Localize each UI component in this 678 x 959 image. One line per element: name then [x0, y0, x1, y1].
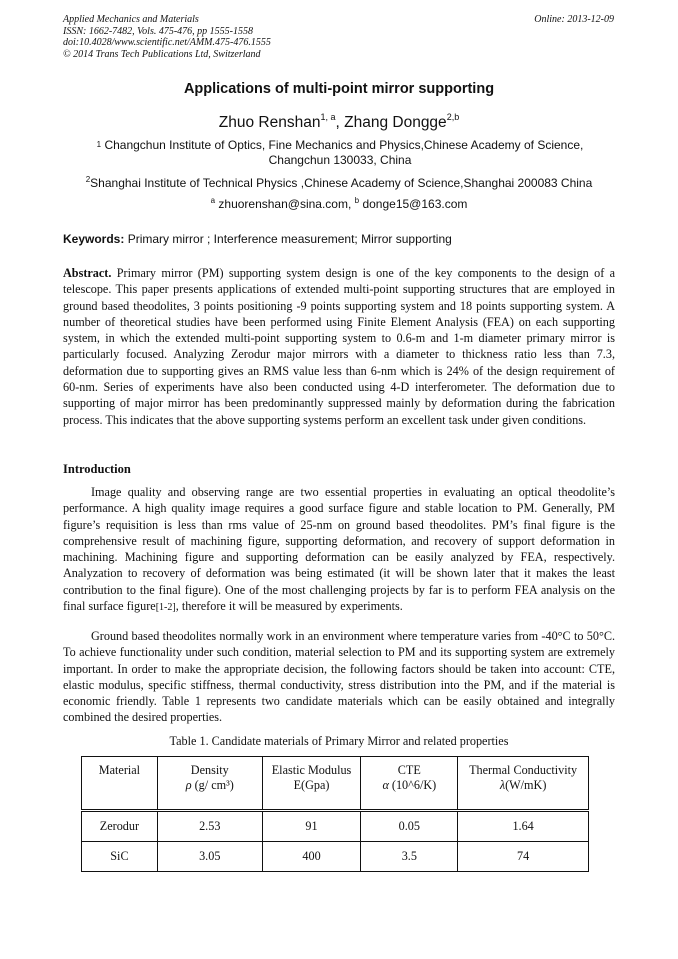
journal-header: [63, 14, 271, 60]
affiliation-number: 2: [85, 175, 91, 184]
table-cell: 2.53: [157, 811, 262, 842]
table-row: [82, 842, 589, 872]
email-link[interactable]: donge15@163.com: [362, 197, 468, 211]
table-cell: 1.64: [458, 811, 589, 842]
table-caption: Table 1. Candidate materials of Primary Mirror and related properties: [169, 734, 509, 748]
table-cell: 0.05: [361, 811, 458, 842]
table-cell: SiC: [82, 842, 158, 872]
header-cell-density: Density ρ (g/ cm³): [157, 757, 262, 811]
affiliation-2: [0, 176, 678, 190]
author-superscript: 1, a: [320, 112, 336, 122]
keywords: [63, 232, 452, 246]
affiliation-number: 1: [96, 140, 102, 149]
intro-paragraph-1: [63, 484, 615, 616]
table-cell: 400: [262, 842, 361, 872]
header-cell-thermal-conductivity: Thermal Conductivity λ(W/mK): [458, 757, 589, 811]
author-name: Zhang Dongge: [344, 114, 447, 131]
email-line: [0, 197, 678, 211]
paper-title: Applications of multi-point mirror supporting: [183, 81, 495, 97]
author-superscript: 2,b: [446, 112, 460, 122]
copyright-line: © 2014 Trans Tech Publications Ltd, Switzerland: [63, 48, 261, 60]
intro-paragraph-2: Ground based theodolites normally work in an environment where temperature varies from -40°C to 50°C. To achieve functionality under such condition, material selection to PM and its supporting system are extremely important. In order to make the appropriate decision, the following factors should be taken into account: CTE, elastic modulus, specific stiffness, thermal conductivity, stress distribution into the PM, and if the material is economic friendly. Table 1 represents two candidate materials which can be easily obtained and integrally combined the desired properties.: [63, 629, 615, 725]
email-superscript: b: [354, 196, 360, 205]
email-link[interactable]: zhuorenshan@sina.com,: [218, 197, 355, 211]
table-row: [82, 811, 589, 842]
paragraph-text: , therefore it will be measured by experiments.: [175, 599, 403, 614]
keywords-label: Keywords:: [63, 232, 125, 246]
table-cell: 91: [262, 811, 361, 842]
abstract: [63, 265, 615, 428]
section-heading: Introduction: [63, 462, 131, 476]
abstract-label: Abstract.: [63, 266, 112, 280]
journal-name: Applied Mechanics and Materials: [63, 14, 199, 25]
keywords-text: Primary mirror ; Interference measurement; Mirror supporting: [124, 232, 452, 246]
doi-line: doi:10.4028/www.scientific.net/AMM.475-476.1555: [63, 37, 271, 48]
citation-link[interactable]: [1-2]: [155, 602, 176, 614]
author-name: Zhuo Renshan: [218, 114, 321, 131]
abstract-text: Primary mirror (PM) supporting system design is one of the key components to the design of a telescope. This paper presents applications of extended multi-point supporting structures that are employed in ground based theodolites, 3 points positioning -9 points supporting system and 18 points supporting system. A number of theoretical studies have been performed using Finite Element Analysis (FEA) on each supporting system, in which the extended multi-point supporting system to 0.6-m and 1-m diameter primary mirror is particularly focused. Analyzing Zerodur major mirrors with a diameter to thickness ratio less than 7.3, deformation due to supporting gives an RMS value less than 6-nm which is 24% of the design requirement of 60-nm. Series of experiments have also been conducted using 4-D interferometer. The deformation due to supporting of major mirror has been predominantly suppressed mainly by deformation during the fabrication process. This indicates that the above supporting systems perform an excellent task under given conditions.: [63, 266, 615, 427]
table-header-row: [82, 757, 589, 811]
affiliation-text: Changchun Institute of Optics, Fine Mechanics and Physics,Chinese Academy of Science, Changchun 130033, China: [104, 138, 584, 167]
materials-table: [81, 756, 589, 872]
table-cell: 74: [458, 842, 589, 872]
header-cell-material: Material: [82, 757, 158, 811]
table-cell: 3.05: [157, 842, 262, 872]
paragraph-text: Image quality and observing range are two essential properties in evaluating an optical theodolite’s performance. A high quality image requires a good surface figure and stable location to PM. Generally, PM figure’s requisition is less than rms value of 25-nm on ground based theodolites. PM’s final figure is the comprehensive result of machining figure, supporting deformation, and recovery of support deformation in machining. Machining figure and supporting deformation can be easily analyzed by FEA, respectively. Analyzation to recovery of deformation was being estimated (it will be shown later that it makes the least contribution to the final figure). One of the most challenging projects by far is to perform FEA analysis on the final surface figure: [63, 485, 615, 614]
author-separator: ,: [335, 114, 345, 131]
table-cell: 3.5: [361, 842, 458, 872]
online-date: Online: 2013-12-09: [534, 14, 614, 25]
affiliation-1: [80, 138, 600, 168]
header-cell-cte: CTE α (10^6/K): [361, 757, 458, 811]
header-cell-elastic-modulus: Elastic Modulus E(Gpa): [262, 757, 361, 811]
author-line: [0, 114, 678, 132]
table-cell: Zerodur: [82, 811, 158, 842]
issn-line: ISSN: 1662-7482, Vols. 475-476, pp 1555-1558: [63, 25, 253, 37]
email-superscript: a: [210, 196, 216, 205]
affiliation-text: Shanghai Institute of Technical Physics ,Chinese Academy of Science,Shanghai 200083 China: [90, 176, 593, 190]
